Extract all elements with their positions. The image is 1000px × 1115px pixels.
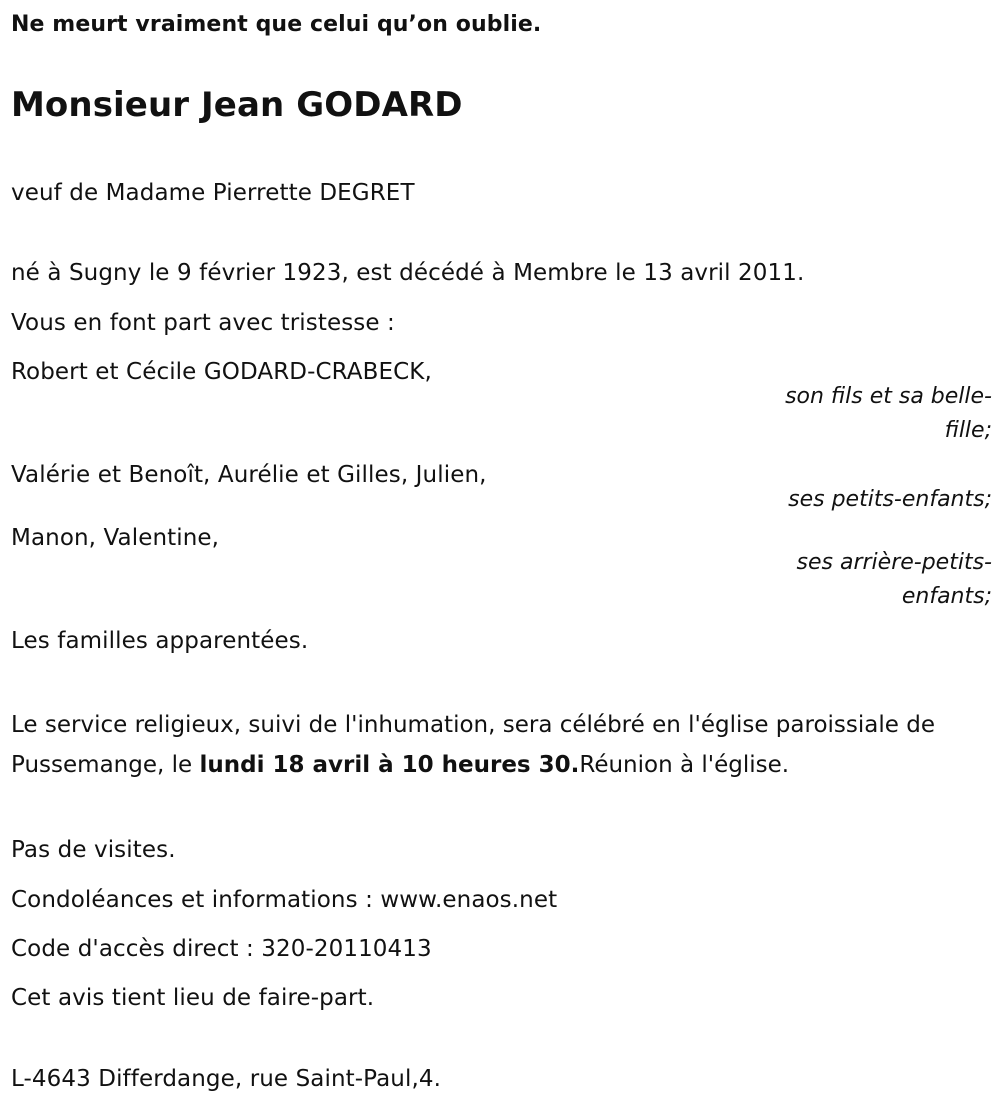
spouse-line: veuf de Madame Pierrette DEGRET (11, 180, 415, 206)
family-names-1: Robert et Cécile GODARD-CRABECK, (11, 359, 432, 385)
family-relation-3-line-1: ses arrière-petits- (796, 550, 992, 575)
family-relation-1-line-1: son fils et sa belle- (785, 384, 992, 409)
family-names-3: Manon, Valentine, (11, 525, 220, 551)
deceased-name: Monsieur Jean GODARD (11, 85, 463, 125)
family-relation-3 (752, 546, 992, 614)
access-code-line: Code d'accès direct : 320-20110413 (11, 936, 432, 962)
family-relation-1-line-2: fille; (944, 418, 992, 443)
related-families: Les familles apparentées. (11, 628, 309, 654)
no-visits: Pas de visites. (11, 837, 176, 863)
family-names-2: Valérie et Benoît, Aurélie et Gilles, Julien, (11, 462, 487, 488)
birth-death-line: né à Sugny le 9 février 1923, est décédé à Membre le 13 avril 2011. (11, 260, 805, 286)
announcement-intro: Vous en font part avec tristesse : (11, 310, 395, 336)
notice-line: Cet avis tient lieu de faire-part. (11, 985, 375, 1011)
service-datetime: lundi 18 avril à 10 heures 30. (199, 752, 580, 778)
service-text-before: Le service religieux, suivi de l'inhumation, sera célébré en l'église paroissiale de Pussemange, le (11, 712, 935, 778)
service-text-after: Réunion à l'église. (579, 752, 790, 778)
address-line: L-4643 Differdange, rue Saint-Paul,4. (11, 1066, 442, 1092)
family-relation-3-line-2: enfants; (901, 584, 992, 609)
family-relation-2-line-1: ses petits-enfants; (788, 487, 992, 512)
family-relation-1 (752, 380, 992, 448)
condolences-line: Condoléances et informations : www.enaos.net (11, 887, 558, 913)
family-relation-2 (752, 483, 992, 517)
motto: Ne meurt vraiment que celui qu’on oublie. (11, 12, 542, 37)
service-paragraph (11, 705, 981, 785)
